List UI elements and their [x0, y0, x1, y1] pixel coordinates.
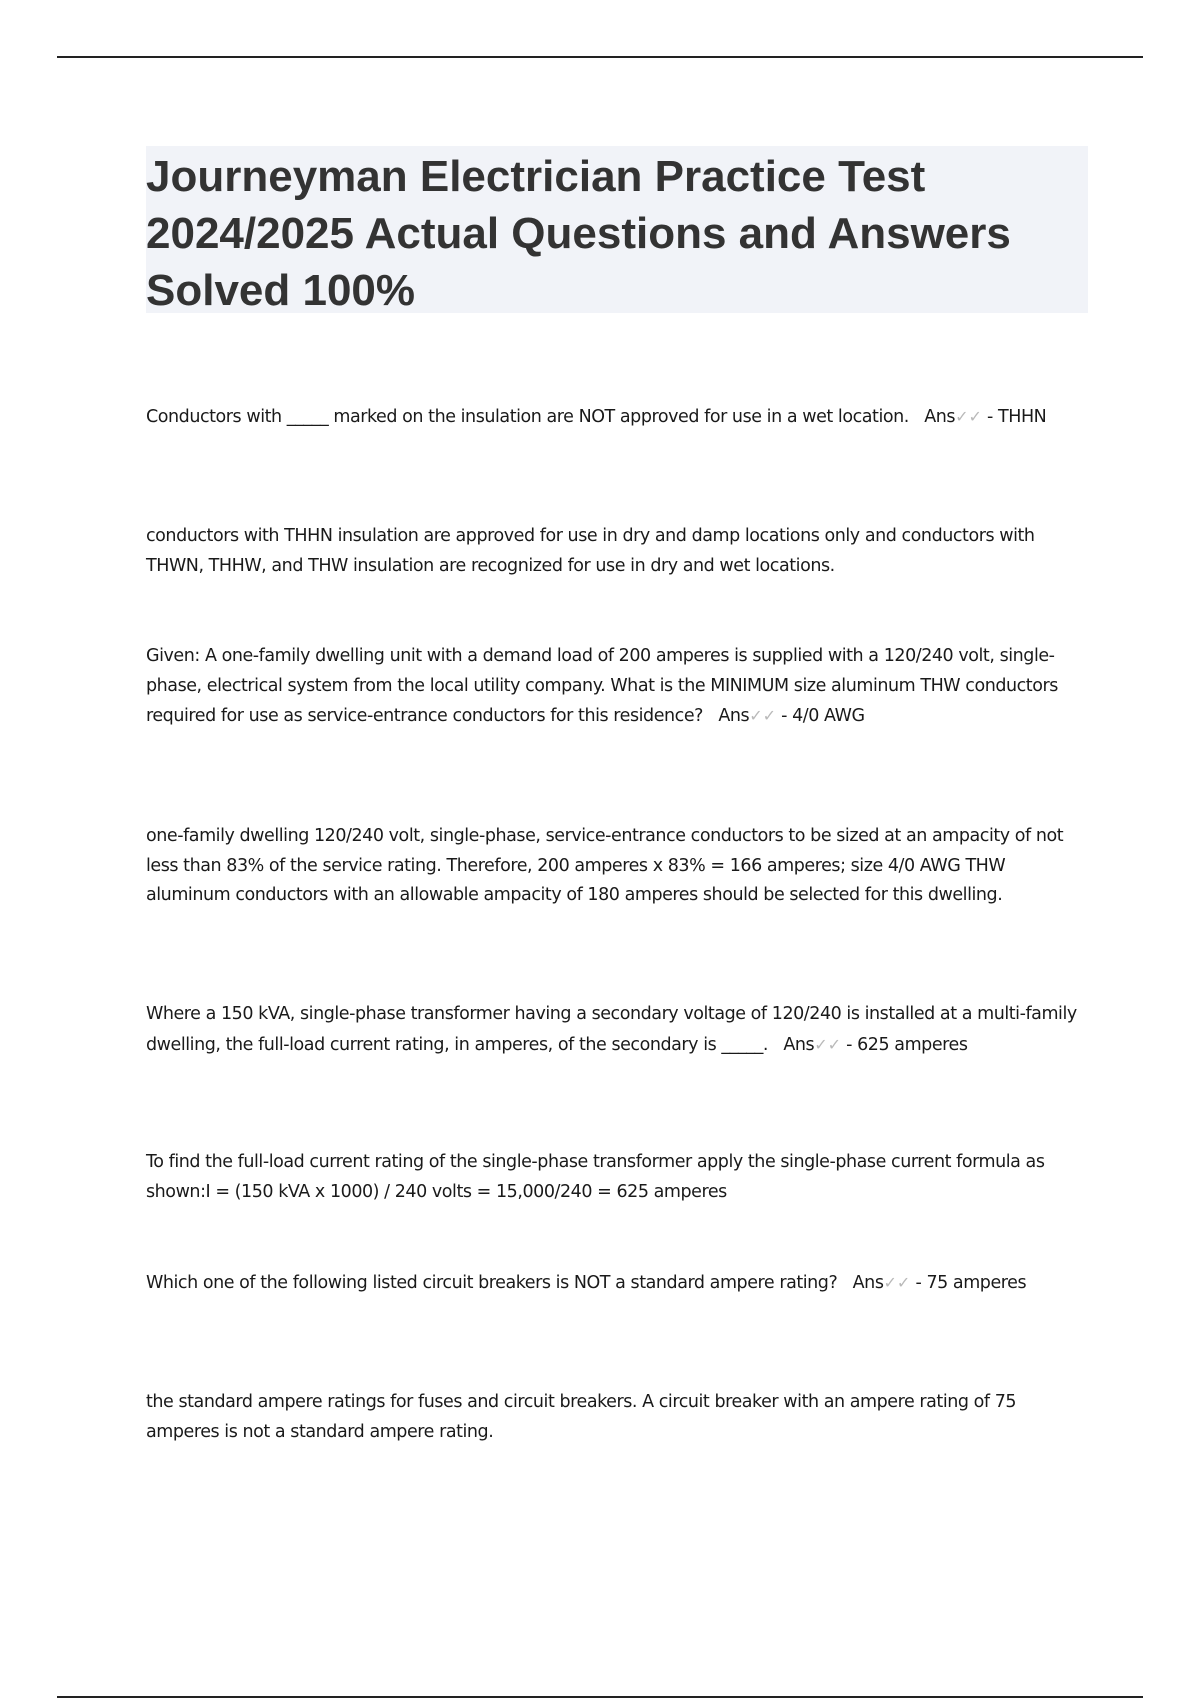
- answer-separator: -: [915, 1273, 922, 1293]
- question-2-answer: 4/0 AWG: [792, 706, 865, 726]
- answer-label: Ans: [924, 407, 956, 427]
- question-4: [146, 1268, 1088, 1299]
- double-check-icon: ✓✓: [955, 407, 982, 426]
- double-check-icon: ✓✓: [749, 706, 776, 725]
- answer-label: Ans: [718, 706, 750, 726]
- question-1-answer: THHN: [998, 407, 1047, 427]
- question-2: [146, 642, 1088, 732]
- top-rule: [57, 56, 1143, 58]
- explanation-1: conductors with THHN insulation are approved for use in dry and damp locations only and conductors with THWN, THHW, and THW insulation are recognized for use in dry and wet locations.: [146, 526, 1035, 576]
- question-3-text: Where a 150 kVA, single-phase transformer having a secondary voltage of 120/240 is installed at a multi-family dwelling, the full-load current rating, in amperes, of the secondary is _____.: [146, 1004, 1077, 1055]
- question-3-answer: 625 amperes: [857, 1034, 968, 1055]
- double-check-icon: ✓✓: [814, 1034, 841, 1054]
- answer-label: Ans: [852, 1273, 884, 1293]
- question-4-text: Which one of the following listed circuit breakers is NOT a standard ampere rating?: [146, 1273, 838, 1293]
- question-3: [146, 1000, 1088, 1060]
- answer-separator: -: [987, 407, 993, 427]
- answer-label: Ans: [783, 1034, 815, 1055]
- answer-separator: -: [781, 706, 787, 726]
- document-title: Journeyman Electrician Practice Test 2024/2025 Actual Questions and Answers Solved 100%: [146, 152, 1011, 315]
- question-2-text: Given: A one-family dwelling unit with a demand load of 200 amperes is supplied with a 120/240 volt, single-phase, electrical system from the local utility company. What is the MINIMUM size aluminum THW conductors required for use as service-entrance conductors for this residence?: [146, 646, 1058, 726]
- question-4-answer: 75 amperes: [926, 1273, 1027, 1293]
- explanation-4: the standard ampere ratings for fuses and circuit breakers. A circuit breaker with an ampere rating of 75 amperes is not a standard ampere rating.: [146, 1392, 1017, 1442]
- explanation-2: one-family dwelling 120/240 volt, single-phase, service-entrance conductors to be sized at an ampacity of not less than 83% of the service rating. Therefore, 200 amperes x 83% = 166 amperes; size 4/0 AWG THW aluminum conductors with an allowable ampacity of 180 amperes should be selected for this dwelling.: [146, 826, 1064, 905]
- question-1-text: Conductors with _____ marked on the insulation are NOT approved for use in a wet location.: [146, 407, 909, 427]
- double-check-icon: ✓✓: [883, 1273, 911, 1292]
- explanation-3: To find the full-load current rating of the single-phase transformer apply the single-phase current formula as shown:I = (150 kVA x 1000) / 240 volts = 15,000/240 = 625 amperes: [146, 1152, 1045, 1202]
- title-banner: [146, 146, 1088, 313]
- bottom-rule: [57, 1696, 1143, 1698]
- answer-separator: -: [846, 1034, 852, 1055]
- question-1: [146, 402, 1088, 433]
